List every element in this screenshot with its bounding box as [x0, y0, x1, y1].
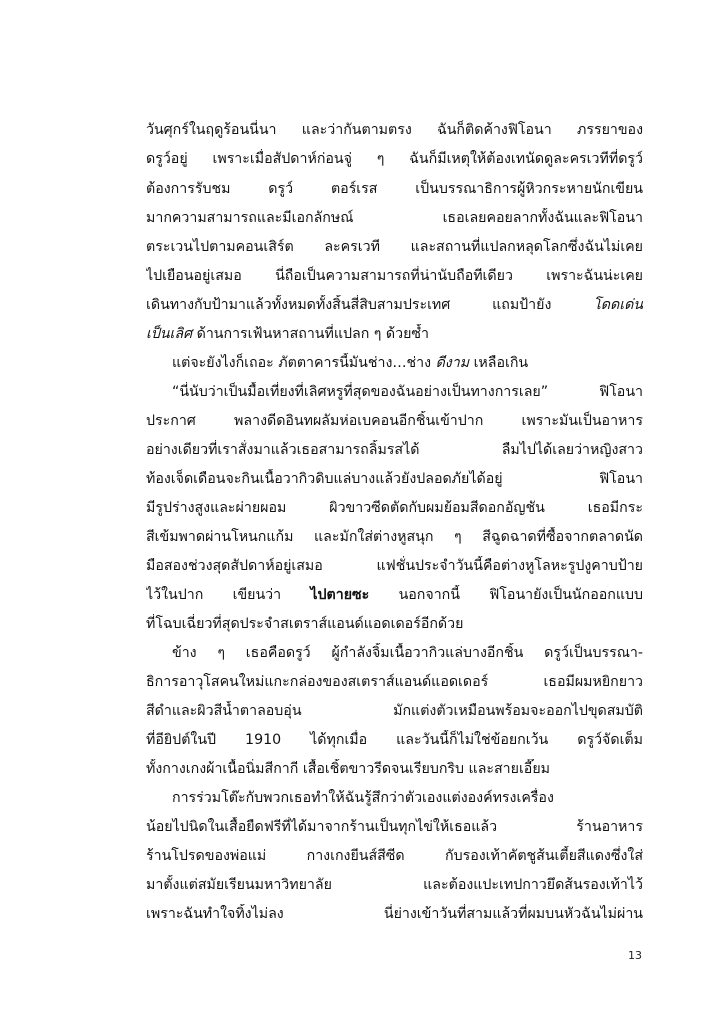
text-line: ท้องเจ็ดเดือนจะกินเนื้อวากิวดิบแล่บางแล้วยังปลอดภัยได้อยู่ ฟิโอนา [146, 471, 643, 487]
text-line: การร่วมโต๊ะกับพวกเธอทำให้ฉันรู้สึกว่าตัวเองแต่งองค์ทรงเครื่อง [172, 790, 554, 806]
text-line: อย่างเดียวที่เราสั่งมาแล้วเธอสามารถลิ้มรสได้ ลืมไปได้เลยว่าหญิงสาว [146, 442, 643, 458]
text-line: มีรูปร่างสูงและผ่ายผอม ผิวขาวซีดตัดกับผมย้อมสีดอกอัญชัน เธอมีกระ [146, 500, 643, 516]
text-line: สีเข้มพาดผ่านโหนกแก้ม และมักใส่ต่างหูสนุก ๆ สีฉูดฉาดที่ซื้อจากตลาดนัด [146, 529, 643, 545]
text-segment: ด้านการเฟ้นหาสถานที่แปลก ๆ ด้วยซ้ำ [192, 326, 430, 342]
text-line [146, 295, 643, 316]
text-line: “นี่นับว่าเป็นมื้อเที่ยงที่เลิศหรูที่สุดของฉันอย่างเป็นทางการเลย” ฟิโอนา [172, 384, 643, 400]
text-line: ประกาศ พลางดีดอินทผลัมห่อเบคอนอีกชิ้นเข้าปาก เพราะมันเป็นอาหาร [146, 413, 643, 429]
text-line [146, 585, 643, 606]
italic-emphasis: ดีงาม [435, 355, 470, 371]
text-line: ต้องการรับชม ดรูว์ ตอร์เรส เป็นบรรณาธิการผู้หิวกระหายนักเขียน [146, 181, 643, 197]
text-line: ไปเยือนอยู่เสมอ นี่ถือเป็นความสามารถที่น่านับถือทีเดียว เพราะฉันน่ะเคย [146, 268, 643, 284]
text-line: ร้านโปรดของพ่อแม่ กางเกงยีนส์สีซีด กับรองเท้าคัตชูส้นเตี้ยสีแดงซึ่งใส่ [146, 848, 643, 864]
text-line: สีดำและผิวสีน้ำตาลอบอุ่น มักแต่งตัวเหมือนพร้อมจะออกไปขุดสมบัติ [146, 703, 643, 719]
text-line: วันศุกร์ในฤดูร้อนนี่นา และว่ากันตามตรง ฉันก็ติดค้างฟิโอนา ภรรยาของ [146, 122, 643, 138]
bold-emphasis: ไปตายซะ [310, 587, 370, 603]
text-line [172, 353, 643, 374]
text-line: ที่โฉบเฉี่ยวที่สุดประจำสเตราส์แอนด์แอดเดอร์อีกด้วย [146, 616, 464, 632]
text-segment: แต่จะยังไงก็เถอะ ภัตตาคารนี้มันช่าง…ช่าง [172, 355, 436, 371]
text-segment: ไว้ในปาก เขียนว่า [146, 587, 311, 603]
text-line: ตระเวนไปตามคอนเสิร์ต ละครเวที และสถานที่แปลกหลุดโลกซึ่งฉันไม่เคย [146, 239, 643, 255]
text-line: ธิการอาวุโสคนใหม่แกะกล่องของสเตราส์แอนด์แอดเดอร์ เธอมีผมหยิกยาว [146, 674, 643, 690]
text-line: น้อยไปนิดในเสื้อยืดฟรีที่ได้มาจากร้านเป็นทุกไข่ให้เธอแล้ว ร้านอาหาร [146, 819, 643, 835]
text-line: มือสองช่วงสุดสัปดาห์อยู่เสมอ แฟชั่นประจำวันนี้คือต่างหูโลหะรูปงูคาบป้าย [146, 558, 643, 574]
text-line: มากความสามารถและมีเอกลักษณ์ เธอเลยคอยลากทั้งฉันและฟิโอนา [146, 210, 643, 226]
text-line: ที่อียิปต์ในปี 1910 ได้ทุกเมื่อ และวันนี้ก็ไม่ใช่ข้อยกเว้น ดรูว์จัดเต็ม [146, 732, 643, 748]
text-line: มาตั้งแต่สมัยเรียนมหาวิทยาลัย และต้องแปะเทปกาวยึดส้นรองเท้าไว้ [146, 877, 643, 893]
text-line: ดรูว์อยู่ เพราะเมื่อสัปดาห์ก่อนจู่ ๆ ฉันก็มีเหตุให้ต้องเทนัดดูละครเวทีที่ดรูว์ [146, 151, 643, 167]
italic-emphasis: โดดเด่น [593, 297, 643, 313]
italic-emphasis: เป็นเลิศ [146, 326, 193, 342]
text-segment: เหลือเกิน [469, 355, 529, 371]
text-line: ทั้งกางเกงผ้าเนื้อนิ่มสีกากี เสื้อเชิ้ตขาวรีดจนเรียบกริบ และสายเอี๊ยม [146, 761, 550, 777]
text-line [146, 324, 643, 345]
text-line: เพราะฉันทำใจทิ้งไม่ลง นี่ย่างเข้าวันที่สามแล้วที่ผมบนหัวฉันไม่ผ่าน [146, 906, 643, 922]
text-line: ข้าง ๆ เธอคือดรูว์ ผู้กำลังจิ้มเนื้อวากิวแล่บางอีกชิ้น ดรูว์เป็นบรรณา- [172, 645, 643, 661]
text-segment: เดินทางกับป้ามาแล้วทั้งหมดทั้งสิ้นสี่สิบสามประเทศ แถมป้ายัง [146, 297, 594, 313]
text-segment: นอกจากนี้ ฟิโอนายังเป็นนักออกแบบ [369, 587, 643, 603]
page-number: 13 [628, 949, 642, 962]
